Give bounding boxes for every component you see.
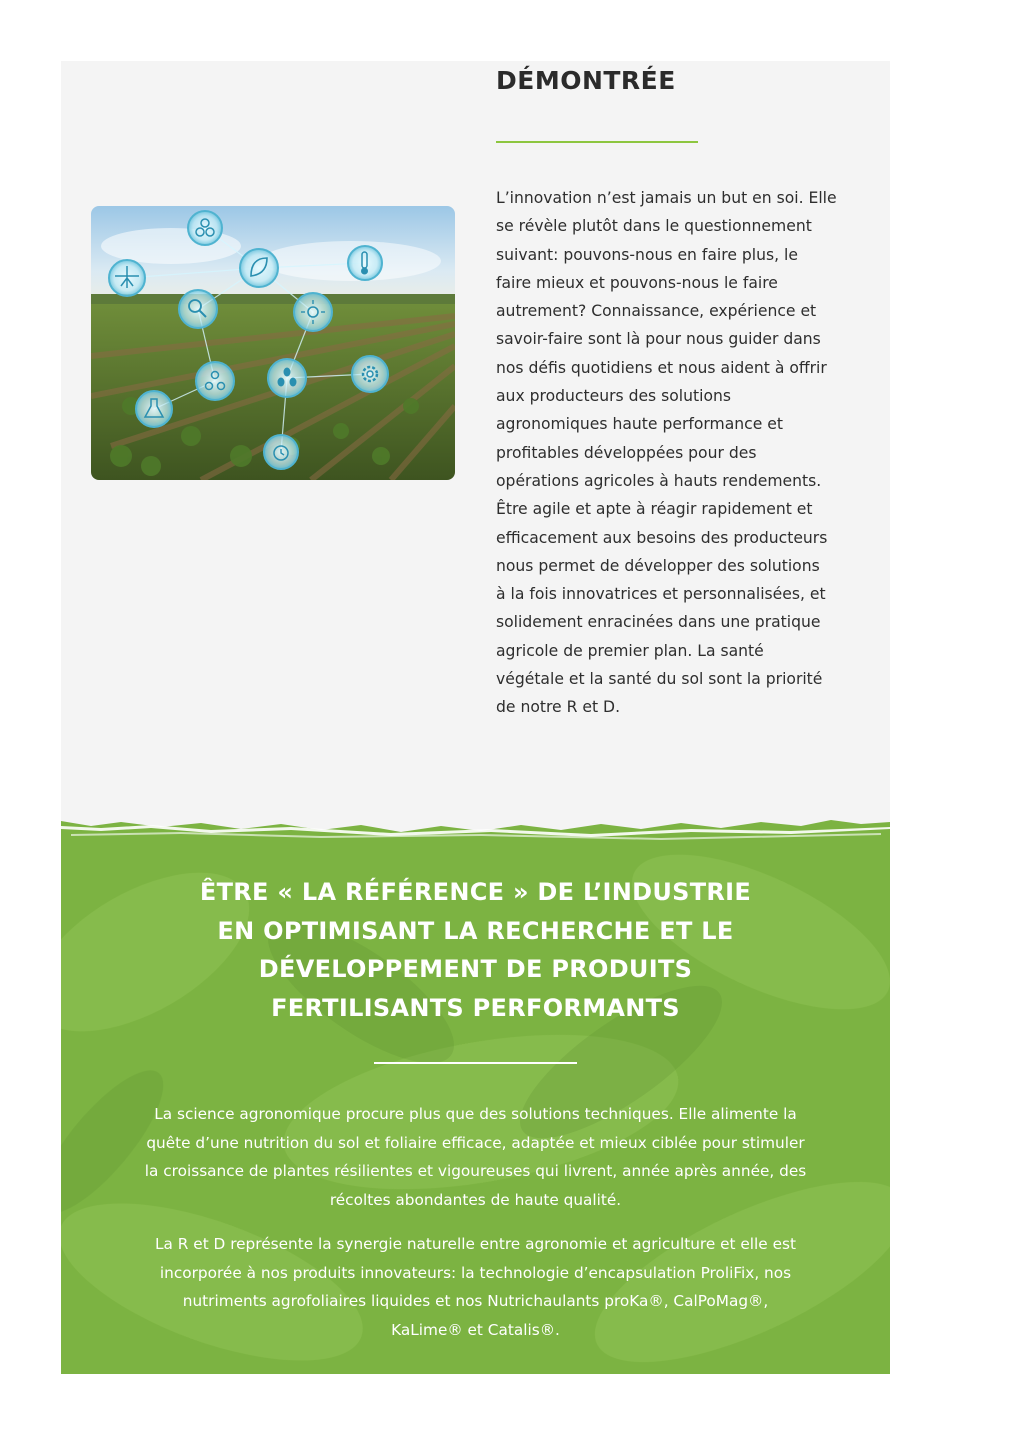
body-line: agronomiques haute performance et — [496, 415, 783, 434]
thermometer-icon — [348, 246, 382, 280]
water-drops-icon — [188, 211, 222, 245]
heading-divider — [496, 141, 698, 143]
banner-paragraph-2 — [100, 1230, 851, 1344]
leaf-icon — [240, 249, 278, 287]
paragraph-line: quête d’une nutrition du sol et foliaire efficace, adaptée et mieux ciblée pour stimuler — [146, 1133, 805, 1152]
body-line: de notre R et D. — [496, 698, 621, 717]
paragraph-line: la croissance de plantes résilientes et vigoureuses qui livrent, année après année, des — [144, 1162, 807, 1180]
body-line: Être agile et apte à réagir rapidement et — [496, 500, 813, 519]
smart-farming-photo — [91, 206, 455, 480]
banner-title — [0, 873, 951, 1027]
molecule-icon — [196, 362, 234, 400]
body-line: profitables développées pour des — [496, 443, 757, 462]
innovation-body-text — [496, 184, 864, 722]
body-line: savoir-faire sont là pour nous guider dans — [496, 330, 821, 349]
flask-icon — [136, 391, 172, 427]
section-heading: DÉMONTRÉE — [496, 66, 676, 95]
body-line: opérations agricoles à hauts rendements. — [496, 471, 822, 490]
banner-title-line: DÉVELOPPEMENT DE PRODUITS — [258, 955, 693, 983]
banner-title-line: ÊTRE « LA RÉFÉRENCE » DE L’INDUSTRIE — [199, 878, 752, 906]
body-line: suivant: pouvons-nous en faire plus, le — [496, 245, 798, 264]
banner-divider — [374, 1062, 577, 1064]
paragraph-line: récoltes abondantes de haute qualité. — [329, 1190, 622, 1209]
body-line: efficacement aux besoins des producteurs — [496, 528, 828, 547]
body-line: végétale et la santé du sol sont la priorité — [496, 670, 823, 689]
body-line: autrement? Connaissance, expérience et — [496, 302, 817, 321]
body-line: nos défis quotidiens et nous aident à offrir — [496, 358, 827, 377]
magnifier-icon — [179, 290, 217, 328]
body-line: aux producteurs des solutions — [496, 387, 732, 406]
clock-icon — [264, 435, 298, 469]
body-line: agricole de premier plan. La santé — [496, 641, 764, 660]
banner-paragraph-1 — [100, 1100, 851, 1214]
body-line: se révèle plutôt dans le questionnement — [496, 217, 812, 236]
roots-icon — [109, 260, 145, 296]
body-line: faire mieux et pouvons-nous le faire — [496, 273, 778, 292]
body-line: L’innovation n’est jamais un but en soi. Elle — [496, 189, 837, 207]
bugs-icon — [268, 359, 306, 397]
paragraph-line: nutriments agrofoliaires liquides et nos Nutrichaulants proKa®, CalPoMag®, — [182, 1292, 769, 1310]
banner-title-line: FERTILISANTS PERFORMANTS — [271, 993, 680, 1022]
body-line: solidement enracinées dans une pratique — [496, 613, 821, 632]
brush-stroke-edge — [61, 812, 890, 852]
paragraph-line: KaLime® et Catalis®. — [391, 1320, 560, 1339]
paragraph-line: La science agronomique procure plus que des solutions techniques. Elle alimente la — [154, 1105, 797, 1123]
banner-title-line: EN OPTIMISANT LA RECHERCHE ET LE — [217, 916, 734, 945]
sun-icon — [294, 293, 332, 331]
gear-icon — [352, 356, 388, 392]
body-line: à la fois innovatrices et personnalisées, et — [496, 585, 826, 604]
body-line: nous permet de développer des solutions — [496, 556, 820, 575]
paragraph-line: La R et D représente la synergie naturelle entre agronomie et agriculture et elle est — [155, 1235, 796, 1253]
paragraph-line: incorporée à nos produits innovateurs: la technologie d’encapsulation ProliFix, nos — [159, 1263, 792, 1282]
